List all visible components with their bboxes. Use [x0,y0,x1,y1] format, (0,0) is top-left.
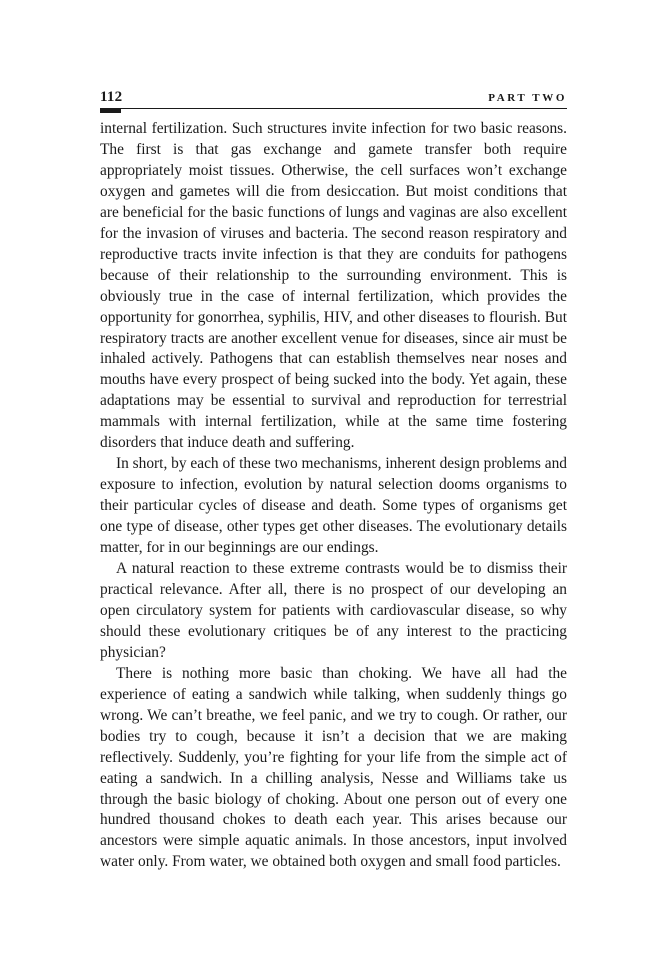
body-text [100,119,567,873]
paragraph: In short, by each of these two mechanisms, inherent design problems and exposure to infection, evolution by natural selection dooms organisms to their particular cycles of disease and death. Some types of organisms get one type of disease, other types get other diseases. The evolutionary details matter, for in our beginnings are our endings. [100,455,567,557]
page-number: 112 [100,89,123,105]
book-page [100,88,567,873]
paragraph: A natural reaction to these extreme contrasts would be to dismiss their practical relevance. After all, there is no prospect of our developing an open circulatory system for patients with cardiovascular disease, so why should these evolutionary critiques be of any interest to the practicing physician? [100,560,567,661]
paragraph: internal fertilization. Such structures invite infection for two basic reasons. The first is that gas exchange and gamete transfer both require appropriately moist tissues. Otherwise, the cell surfaces won’t exchange oxygen and gametes will die from desiccation. But moist conditions that are beneficial for the basic functions of lungs and vaginas are also excellent for the invasion of viruses and bacteria. The second reason respiratory and reproductive tracts invite infection is that they are conduits for pathogens because of their relationship to the surrounding environment. This is obviously true in the case of internal fertilization, which provides the opportunity for gonorrhea, syphilis, HIV, and other diseases to flourish. But respiratory tracts are another excellent venue for diseases, since air must be inhaled actively. Pathogens that can establish themselves near noses and mouths have every prospect of being sucked into the body. Yet again, these adaptations may be essential to survival and reproduction for terrestrial mammals with internal fertilization, while at the same time fostering disorders that induce death and suffering. [100,120,567,452]
part-label: PART TWO [488,92,567,104]
running-header [100,88,567,109]
paragraph: There is nothing more basic than choking. We have all had the experience of eating a sandwich while talking, when suddenly things go wrong. We can’t breathe, we feel panic, and we try to cough. Or rather, our bodies try to cough, because it isn’t a decision that we are making reflectively. Suddenly, you’re fighting for your life from the simple act of eating a sandwich. In a chilling analysis, Nesse and Williams take us through the basic biology of choking. About one person out of every one hundred thousand chokes to death each year. This arises because our ancestors were simple aquatic animals. In those ancestors, input involved water only. From water, we obtained both oxygen and small food particles. [100,664,567,871]
page-number-underline [100,109,121,113]
